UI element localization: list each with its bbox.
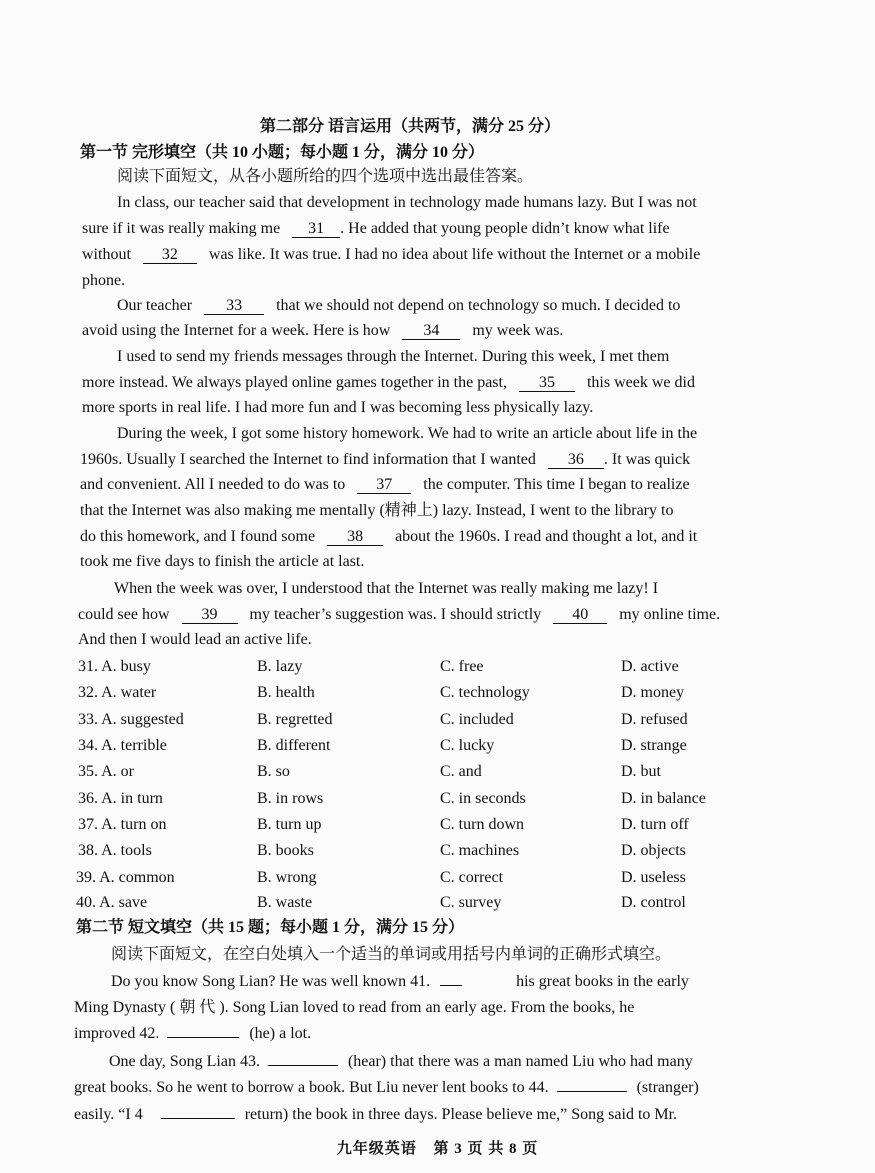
option-b: B. lazy bbox=[257, 658, 303, 675]
section1-heading: 第一节 完形填空（共 10 小题；每小题 1 分，满分 10 分） bbox=[80, 144, 485, 161]
option-d: D. objects bbox=[621, 842, 686, 859]
passage-line bbox=[78, 605, 720, 625]
passage-text: (hear) that there was a man named Liu who had many bbox=[347, 1053, 693, 1070]
option-a: 36. A. in turn bbox=[78, 790, 163, 807]
passage-line bbox=[80, 450, 690, 470]
footer-page-number: 第 3 页 共 8 页 bbox=[433, 1141, 539, 1157]
option-a: 32. A. water bbox=[78, 684, 157, 701]
passage-line bbox=[109, 1052, 693, 1072]
passage-line: And then I would lead an active life. bbox=[78, 631, 312, 648]
blank-38: 38 bbox=[327, 528, 383, 546]
passage-line bbox=[82, 219, 670, 239]
passage-text: the computer. This time I began to realize bbox=[423, 476, 690, 493]
passage-line bbox=[74, 1105, 677, 1125]
option-a: 38. A. tools bbox=[78, 842, 152, 859]
option-c: C. and bbox=[440, 763, 482, 780]
passage-text: this week we did bbox=[586, 374, 695, 391]
passage-text: One day, Song Lian 43. bbox=[109, 1053, 260, 1070]
passage-text: more instead. We always played online games together in the past, bbox=[82, 374, 507, 391]
passage-text: improved 42. bbox=[74, 1025, 160, 1042]
section2-heading: 第二节 短文填空（共 15 题；每小题 1 分，满分 15 分） bbox=[76, 919, 465, 936]
passage-text: . It was quick bbox=[603, 451, 691, 468]
passage-text: and convenient. All I needed to do was to bbox=[80, 476, 346, 493]
passage-line: During the week, I got some history homework. We had to write an article about life in the bbox=[117, 425, 698, 442]
passage-text: my online time. bbox=[619, 606, 721, 623]
passage-text: my week was. bbox=[472, 322, 564, 339]
option-d: D. useless bbox=[621, 869, 686, 886]
blank-31: 31 bbox=[292, 220, 340, 238]
option-d: D. refused bbox=[621, 711, 688, 728]
blank-44 bbox=[557, 1091, 627, 1092]
passage-line: When the week was over, I understood that the Internet was really making me lazy! I bbox=[114, 580, 659, 597]
option-c: C. in seconds bbox=[440, 790, 526, 807]
blank-39: 39 bbox=[182, 606, 238, 624]
passage-text: Do you know Song Lian? He was well known 41. bbox=[111, 973, 431, 990]
option-d: D. money bbox=[621, 684, 685, 701]
footer-grade: 九年级英语 bbox=[336, 1141, 417, 1157]
passage-line: took me five days to finish the article at last. bbox=[80, 553, 365, 570]
blank-42 bbox=[167, 1037, 239, 1038]
blank-45 bbox=[161, 1118, 235, 1119]
blank-36: 36 bbox=[548, 451, 604, 469]
option-c: C. free bbox=[440, 658, 484, 675]
passage-line bbox=[80, 527, 697, 547]
passage-text: . He added that young people didn’t know what life bbox=[340, 220, 670, 237]
option-b: B. turn up bbox=[257, 816, 322, 833]
blank-40: 40 bbox=[553, 606, 607, 624]
passage-line: Ming Dynasty ( 朝 代 ). Song Lian loved to read from an early age. From the books, he bbox=[74, 999, 635, 1016]
passage-text: (he) a lot. bbox=[249, 1025, 312, 1042]
option-a: 40. A. save bbox=[76, 894, 148, 911]
option-a: 33. A. suggested bbox=[78, 711, 184, 728]
option-a: 39. A. common bbox=[76, 869, 175, 886]
passage-text: about the 1960s. I read and thought a lot, and it bbox=[395, 528, 698, 545]
passage-line: I used to send my friends messages through the Internet. During this week, I met them bbox=[117, 348, 670, 365]
blank-34: 34 bbox=[402, 322, 460, 340]
page-footer bbox=[0, 1137, 875, 1158]
passage-line bbox=[74, 1078, 699, 1098]
passage-line bbox=[82, 245, 700, 265]
passage-line bbox=[80, 475, 690, 495]
blank-32: 32 bbox=[143, 246, 197, 264]
part-title: 第二部分 语言运用（共两节，满分 25 分） bbox=[260, 118, 561, 135]
option-d: D. strange bbox=[621, 737, 687, 754]
passage-text: return) the book in three days. Please believe me,” Song said to Mr. bbox=[244, 1106, 678, 1123]
passage-line bbox=[82, 321, 563, 341]
option-a: 35. A. or bbox=[78, 763, 134, 780]
option-c: C. included bbox=[440, 711, 514, 728]
blank-37: 37 bbox=[357, 476, 411, 494]
blank-43 bbox=[268, 1065, 338, 1066]
option-c: C. turn down bbox=[440, 816, 524, 833]
passage-text: avoid using the Internet for a week. Here is how bbox=[82, 322, 391, 339]
option-d: D. active bbox=[621, 658, 679, 675]
passage-line: more sports in real life. I had more fun and I was becoming less physically lazy. bbox=[82, 399, 594, 416]
passage-line: In class, our teacher said that development in technology made humans lazy. But I was not bbox=[117, 194, 697, 211]
passage-text: sure if it was really making me bbox=[82, 220, 281, 237]
option-b: B. wrong bbox=[257, 869, 317, 886]
passage-text: great books. So he went to borrow a book. But Liu never lent books to 44. bbox=[74, 1079, 549, 1096]
passage-line bbox=[111, 972, 689, 992]
passage-line bbox=[117, 296, 680, 316]
passage-text: 1960s. Usually I searched the Internet to find information that I wanted bbox=[80, 451, 536, 468]
option-d: D. control bbox=[621, 894, 686, 911]
passage-text: easily. “I 4 bbox=[74, 1106, 143, 1123]
passage-text: was like. It was true. I had no idea about life without the Internet or a mobile bbox=[208, 246, 701, 263]
option-b: B. different bbox=[257, 737, 331, 754]
passage-text: without bbox=[82, 246, 131, 263]
option-a: 34. A. terrible bbox=[78, 737, 167, 754]
passage-text: could see how bbox=[78, 606, 170, 623]
option-c: C. machines bbox=[440, 842, 520, 859]
passage-line bbox=[74, 1024, 311, 1044]
section2-instruction: 阅读下面短文，在空白处填入一个适当的单词或用括号内单词的正确形式填空。 bbox=[111, 946, 672, 963]
option-b: B. so bbox=[257, 763, 290, 780]
blank-35: 35 bbox=[519, 374, 575, 392]
section1-instruction: 阅读下面短文，从各小题所给的四个选项中选出最佳答案。 bbox=[117, 168, 534, 185]
blank-33: 33 bbox=[204, 297, 264, 315]
option-b: B. books bbox=[257, 842, 314, 859]
option-b: B. regretted bbox=[257, 711, 333, 728]
option-b: B. waste bbox=[257, 894, 313, 911]
option-d: D. but bbox=[621, 763, 661, 780]
option-d: D. turn off bbox=[621, 816, 689, 833]
passage-text: his great books in the early bbox=[516, 973, 689, 990]
passage-text: my teacher’s suggestion was. I should strictly bbox=[249, 606, 542, 623]
option-b: B. in rows bbox=[257, 790, 324, 807]
passage-text: do this homework, and I found some bbox=[80, 528, 316, 545]
passage-text: that we should not depend on technology so much. I decided to bbox=[276, 297, 681, 314]
option-c: C. technology bbox=[440, 684, 530, 701]
passage-line: that the Internet was also making me mentally (精神上) lazy. Instead, I went to the library to bbox=[80, 502, 674, 519]
option-a: 31. A. busy bbox=[78, 658, 151, 675]
passage-line bbox=[82, 373, 695, 393]
option-c: C. correct bbox=[440, 869, 504, 886]
passage-line: phone. bbox=[82, 272, 126, 289]
passage-text: (stranger) bbox=[636, 1079, 699, 1096]
option-c: C. survey bbox=[440, 894, 502, 911]
option-d: D. in balance bbox=[621, 790, 706, 807]
option-b: B. health bbox=[257, 684, 315, 701]
passage-text: Our teacher bbox=[117, 297, 193, 314]
blank-41 bbox=[440, 985, 462, 986]
option-c: C. lucky bbox=[440, 737, 495, 754]
option-a: 37. A. turn on bbox=[78, 816, 167, 833]
